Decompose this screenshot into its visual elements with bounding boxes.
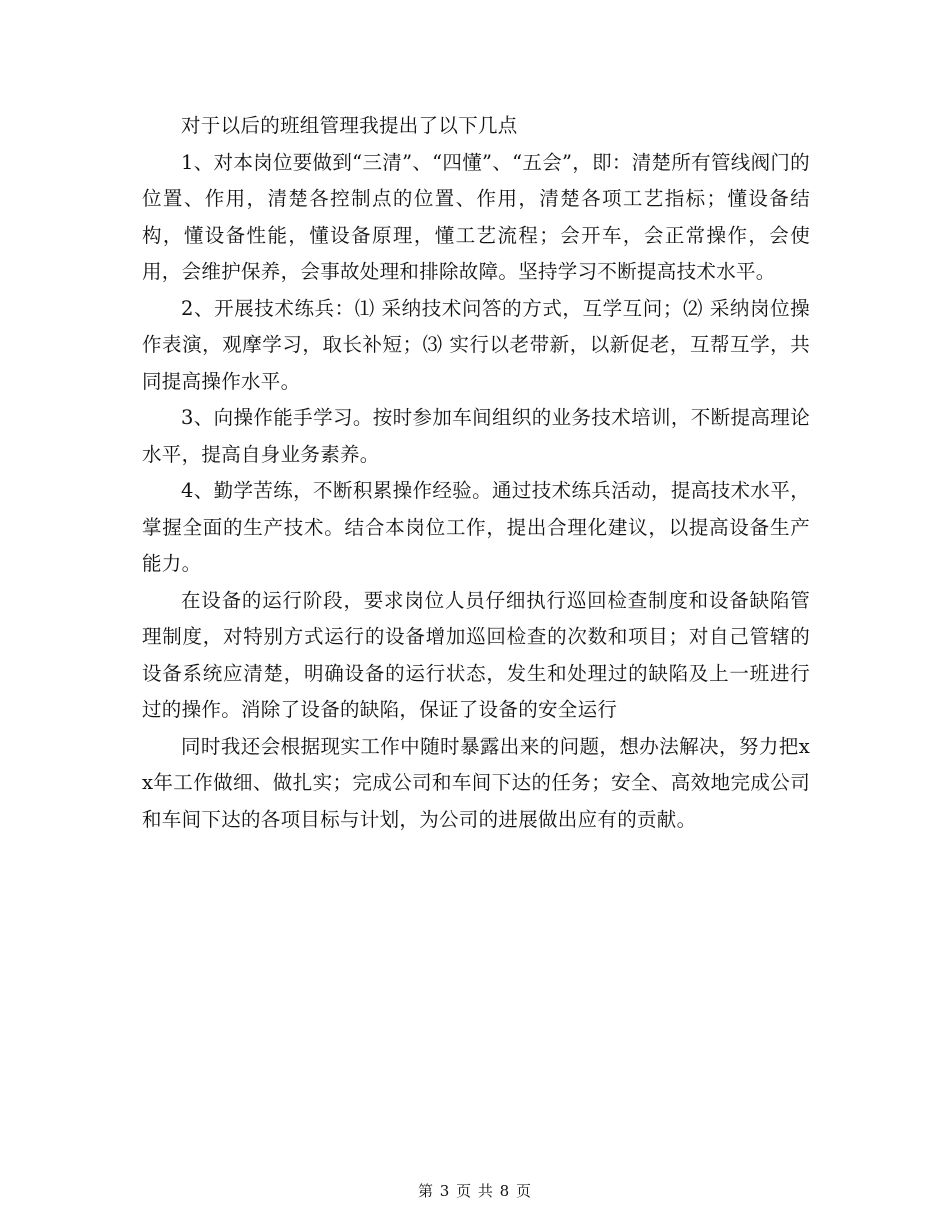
paragraph-item-4: 4、勤学苦练，不断积累操作经验。通过技术练兵活动，提高技术水平，掌握全面的生产技术。结合本岗位工作，提出合理化建议，以提高设备生产能力。 xyxy=(142,479,810,575)
paragraph-conclusion: 同时我还会根据现实工作中随时暴露出来的问题，想办法解决，努力把xx年工作做细、做扎实；完成公司和车间下达的任务；安全、高效地完成公司和车间下达的各项目标与计划，为公司的进展做出应有的贡献。 xyxy=(142,734,810,831)
paragraph-item-1: 1、对本岗位要做到“三清”、“四懂”、“五会”，即：清楚所有管线阀门的位置、作用，清楚各控制点的位置、作用，清楚各项工艺指标；懂设备结构，懂设备性能，懂设备原理，懂工艺流程；会开车，会正常操作，会使用，会维护保养，会事故处理和排除故障。坚持学习不断提高技术水平。 xyxy=(142,150,810,283)
page-footer xyxy=(0,1180,950,1201)
page-number: 第 3 页 共 8 页 xyxy=(418,1182,532,1200)
paragraph-item-3: 3、向操作能手学习。按时参加车间组织的业务技术培训，不断提高理论水平，提高自身业务素养。 xyxy=(142,406,810,466)
paragraph-intro: 对于以后的班组管理我提出了以下几点 xyxy=(181,114,518,137)
paragraph-item-2: 2、开展技术练兵：⑴ 采纳技术问答的方式，互学互问；⑵ 采纳岗位操作表演，观摩学习，取长补短；⑶ 实行以老带新，以新促老，互帮互学，共同提高操作水平。 xyxy=(142,296,810,393)
document-body xyxy=(142,108,810,838)
paragraph-operation: 在设备的运行阶段，要求岗位人员仔细执行巡回检查制度和设备缺陷管理制度，对特别方式运行的设备增加巡回检查的次数和项目；对自己管辖的设备系统应清楚，明确设备的运行状态，发生和处理过的缺陷及上一班进行过的操作。消除了设备的缺陷，保证了设备的安全运行 xyxy=(142,588,810,721)
